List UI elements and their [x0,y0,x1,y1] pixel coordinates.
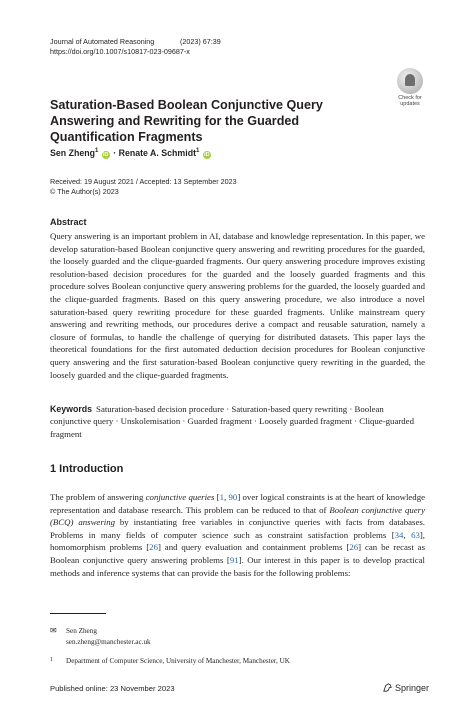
intro-text: [ [214,492,220,502]
citation-link[interactable]: 91 [229,554,239,565]
badge-line-2: updates [400,101,420,108]
dates-block [50,177,237,197]
introduction-paragraph [50,491,425,579]
paper-title: Saturation-Based Boolean Conjunctive Query Answering and Rewriting for the Guarded Quantification Fragments [50,98,323,144]
journal-name: Journal of Automated Reasoning [50,37,155,46]
contact-name: Sen Zheng [66,627,97,635]
check-for-updates-icon [397,68,423,94]
badge-line-1: Check for [398,95,422,101]
author-separator: · [113,148,117,158]
journal-name-line [50,37,221,47]
author-affil-mark: 1 [94,148,99,155]
section-heading: 1 Introduction [50,463,124,475]
citation-link[interactable]: 63 [411,529,420,540]
publisher-logo [382,682,429,693]
citation-link[interactable]: 34 [394,529,404,540]
received-accepted: Received: 19 August 2021 / Accepted: 13 September 2023 [50,177,237,186]
envelope-icon: ✉ [50,626,57,635]
intro-emphasis: answering [78,517,116,528]
intro-text: ], homomorphism problems [ [50,529,426,553]
contact-email[interactable]: sen.zheng@manchester.ac.uk [66,637,151,646]
abstract-heading: Abstract [50,217,87,227]
abstract-text: Query answering is an important problem in AI, database and knowledge representation. In this paper, we develop saturation-based Boolean conjunctive query answering and rewriting procedures for the guarded, the loosely guarded and the clique-guarded fragments. Our query answering procedure improves existing resolution-based decision procedures for the guarded and the loosely guarded fragments and this procedure solves Boolean conjunctive query answering problems for the guarded, the loosely guarded and the clique-guarded fragments. Based on this query answering procedure, we also introduce a novel saturation-based query rewriting procedure for these guarded fragments. Unlike mainstream query answering and rewriting methods, our procedures derive a compact and reusable saturation, namely a closure of formulas, to handle the challenge of querying for distributed datasets. This paper lays the theoretical foundations for the first automated deduction decision procedures for Boolean conjunctive query answering and the first saturation-based Boolean conjunctive query rewriting in the guarded, the loosely guarded and the clique-guarded fragments. [50,231,425,380]
intro-text: ] can be recast as Boolean conjunctive query answering problems [ [50,542,425,565]
intro-emphasis: Boolean conjunctive query [329,504,425,515]
orcid-icon[interactable]: iD [103,152,109,158]
publisher-name: Springer [395,683,430,693]
published-date: Published online: 23 November 2023 [50,684,175,693]
copyright: © The Author(s) 2023 [50,187,119,196]
intro-text: The problem of answering [50,492,146,502]
keywords-text: Saturation-based decision procedure · Saturation-based query rewriting · Boolean conjunctive query · Unskolemisation · Guarded fragment · Loosely guarded fragment · Clique-guarded fragment [50,404,414,439]
intro-text: ] and query evaluation and containment problems [ [157,542,350,553]
intro-text: ] over logical constraints is at the heart of knowledge representation and database research. This problem can be reduced to that of [50,492,426,515]
check-for-updates-badge[interactable] [393,68,427,108]
intro-text: , [403,529,412,540]
keywords-block [50,403,425,440]
author-affil-mark: 1 [196,148,200,155]
intro-text: by instantiating free variables in conjunctive queries with facts from databases. Problems in many fields of computer science such as constraint satisfaction problems [ [50,517,425,540]
journal-volume: (2023) 67:39 [180,37,221,46]
intro-emphasis: conjunctive queries [145,492,215,502]
author-name: Sen Zheng [50,148,95,158]
orcid-icon[interactable]: iD [204,152,210,158]
affiliation-text: Department of Computer Science, University of Manchester, Manchester, UK [66,657,290,665]
springer-horse-icon [382,682,393,693]
citation-link[interactable]: 90 [228,492,238,502]
author-list [50,148,212,159]
doi-link[interactable]: https://doi.org/10.1007/s10817-023-09687-x [50,47,190,56]
intro-text: ]. Our interest in this paper is to develop practical methods and inference systems that can provide the basis for the following problems: [50,554,426,578]
affiliation-number: 1 [50,657,53,663]
citation-link[interactable]: 26 [149,542,158,553]
author-name: Renate A. Schmidt [118,148,197,158]
intro-emphasis: (BCQ) [50,517,79,528]
journal-header [50,37,221,57]
footnote-rule [50,613,106,614]
intro-text: , [224,492,229,502]
citation-link[interactable]: 26 [349,542,359,553]
keywords-label: Keywords [50,404,93,414]
citation-link[interactable]: 1 [219,492,225,502]
